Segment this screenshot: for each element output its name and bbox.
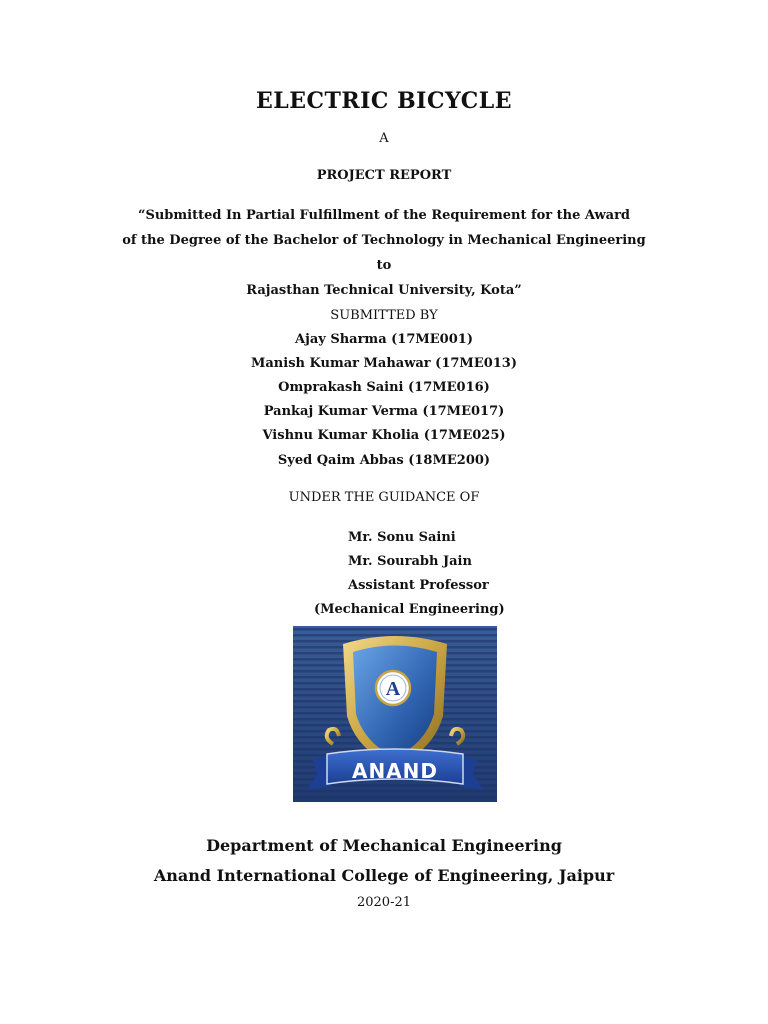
student-5: Vishnu Kumar Kholia (17ME025) — [262, 428, 506, 443]
college-name: Anand International College of Engineering, Jaipur — [153, 866, 615, 885]
logo-stripe — [293, 628, 497, 631]
department-name: Department of Mechanical Engineering — [206, 836, 562, 855]
submission-line-3: to — [376, 258, 392, 273]
submission-line-4: Rajasthan Technical University, Kota” — [246, 283, 522, 298]
report-type: PROJECT REPORT — [316, 168, 452, 183]
article-text: A — [379, 131, 389, 146]
student-2: Manish Kumar Mahawar (17ME013) — [250, 356, 518, 371]
student-4: Pankaj Kumar Verma (17ME017) — [263, 404, 505, 419]
guide-designation: Assistant Professor — [348, 578, 489, 593]
submission-line-1: “Submitted In Partial Fulfillment of the Requirement for the Award — [137, 208, 631, 223]
submitted-by-label: SUBMITTED BY — [330, 308, 438, 323]
logo-text: ANAND — [351, 759, 439, 783]
logo-stripe — [293, 796, 497, 799]
guide-2: Mr. Sourabh Jain — [348, 554, 472, 569]
guide-1: Mr. Sonu Saini — [348, 530, 456, 545]
college-logo — [293, 626, 497, 802]
report-title: ELECTRIC BICYCLE — [255, 88, 513, 114]
logo-stripe — [293, 790, 497, 793]
guide-department: (Mechanical Engineering) — [314, 602, 505, 617]
student-3: Omprakash Saini (17ME016) — [278, 380, 490, 395]
student-1: Ajay Sharma (17ME001) — [295, 332, 473, 347]
academic-year: 2020-21 — [356, 895, 412, 910]
student-6: Syed Qaim Abbas (18ME200) — [277, 453, 491, 468]
submission-line-2: of the Degree of the Bachelor of Technology in Mechanical Engineering — [122, 233, 646, 248]
guidance-label: UNDER THE GUIDANCE OF — [288, 490, 480, 505]
emblem-letter: A — [385, 678, 401, 700]
